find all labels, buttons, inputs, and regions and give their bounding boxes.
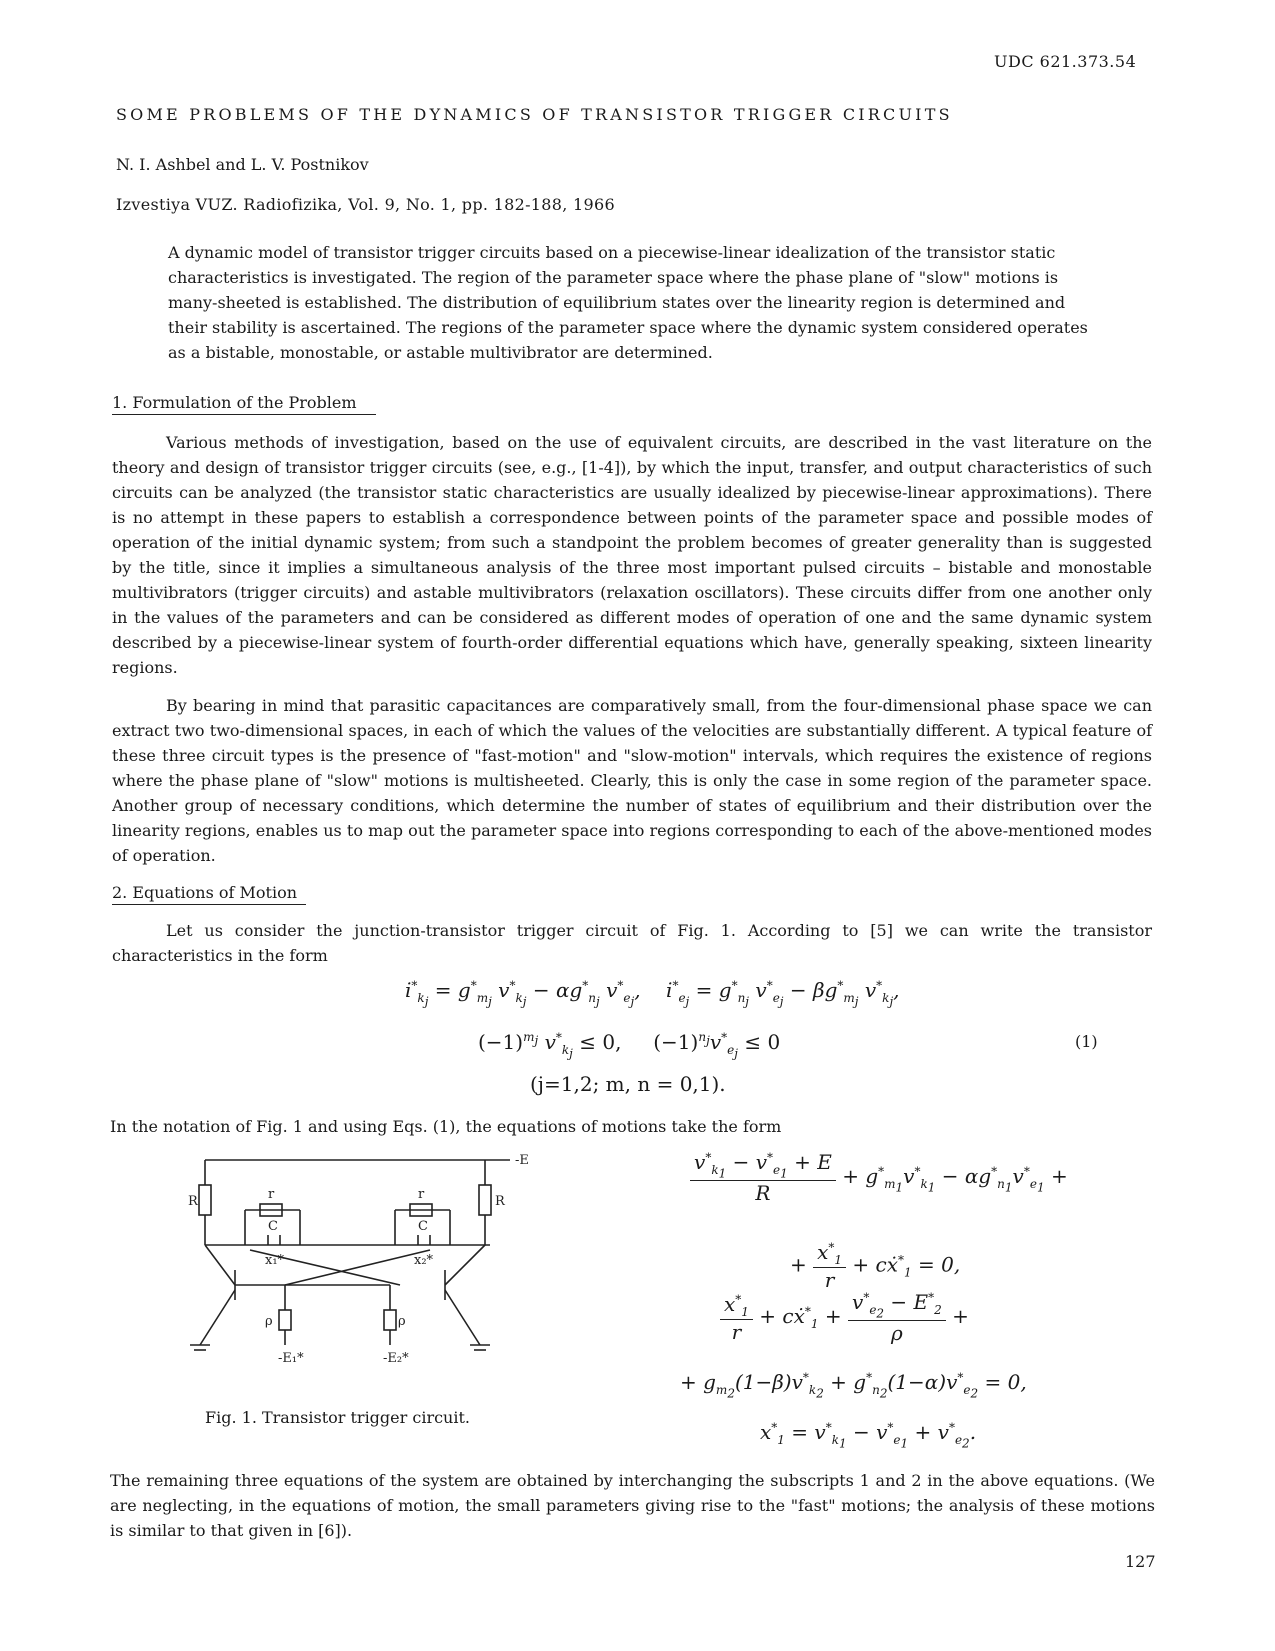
equation-2-line-3: $\frac{x^*_1}{r}$ + cẋ*$_1$ + $\frac{v^*_{e_2} - E^*_2}{\rho}$ + bbox=[720, 1290, 969, 1345]
transistor-trigger-circuit-figure bbox=[190, 1150, 570, 1390]
abstract: A dynamic model of transistor trigger circuits based on a piecewise-linear idealization of the transistor static characteristics is investigated. The region of the parameter space where the phase plane of "slow" motions is many-sheeted is established. The distribution of equilibrium states over the linearity region is determined and their stability is ascertained. The regions of the parameter space where the dynamic system considered operates as a bistable, monostable, or astable multivibrator are determined. bbox=[168, 243, 1088, 362]
udc-code: UDC 621.373.54 bbox=[994, 52, 1137, 71]
figure-label-rho2: ρ bbox=[398, 1314, 406, 1329]
equation-number: (1) bbox=[1075, 1032, 1098, 1051]
figure-label-r-right: R bbox=[495, 1194, 505, 1209]
equation-1-line-3: (j=1,2; m, n = 0,1). bbox=[530, 1072, 726, 1096]
section2-paragraph-1: Let us consider the junction-transistor trigger circuit of Fig. 1. According to [5] we can write the transistor characteristics in the form bbox=[112, 921, 1152, 965]
figure-label-neg-e: -E bbox=[515, 1153, 529, 1168]
equation-1-line-1: $i^*_{k_j} = g^*_{m_j}$ $v^*_{k_j} - \alpha g^*_{n_j}$ $v^*_{e_j}$, $i^*_{e_j} = g^*_{n_j}$ $v^*_{e_j} - \beta g^*_{m_j}$ $v^*_{k_j}$, bbox=[405, 978, 900, 1009]
page-number: 127 bbox=[1125, 1552, 1156, 1571]
equation-2-line-5: $x^*_1 = v^*_{k_1} - v^*_{e_1} + v^*_{e_2}$. bbox=[760, 1420, 977, 1451]
figure-label-e1: -E₁* bbox=[278, 1351, 304, 1366]
equation-2-line-1: $\frac{v^*_{k_1} - v^*_{e_1} + E}{R}$ + $g^*_{m_1}v^*_{k_1} - \alpha g^*_{n_1}v^*_{e_1}$ + bbox=[690, 1150, 1068, 1205]
figure-label-r-small-2: r bbox=[418, 1187, 425, 1202]
equation-1-line-2: $(-1)^{m_j}$ $v^*_{k_j} \le 0$, $(-1)^{n_j}v^*_{e_j} \le 0$ bbox=[478, 1030, 781, 1061]
section1-paragraph-2: By bearing in mind that parasitic capacitances are comparatively small, from the four-dimensional phase space we can extract two two-dimensional spaces, in each of which the values of the velocities are substantially different. A typical feature of these three circuit types is the presence of "fast-motion" and "slow-motion" intervals, which requires the existence of regions where the phase plane of "slow" motions is multisheeted. Clearly, this is only the case in some region of the parameter space. Another group of necessary conditions, which determine the number of states of equilibrium and their distribution over the linearity regions, enables us to map out the parameter space into regions corresponding to each of the above-mentioned modes of operation. bbox=[112, 696, 1152, 865]
figure-caption: Fig. 1. Transistor trigger circuit. bbox=[205, 1408, 470, 1427]
section2-paragraph-3: The remaining three equations of the system are obtained by interchanging the subscripts 1 and 2 in the above equations. (We are neglecting, in the equations of motion, the small parameters giving rise to the "fast" motions; the analysis of these motions is similar to that given in [6]). bbox=[110, 1471, 1155, 1540]
section2-paragraph-2: In the notation of Fig. 1 and using Eqs. (1), the equations of motions take the form bbox=[110, 1117, 782, 1136]
section-heading-1: 1. Formulation of the Problem bbox=[112, 393, 376, 415]
paper-citation: Izvestiya VUZ. Radiofizika, Vol. 9, No. 1, pp. 182-188, 1966 bbox=[116, 195, 615, 214]
figure-label-c1: C bbox=[268, 1219, 278, 1234]
figure-label-rho1: ρ bbox=[265, 1314, 273, 1329]
figure-label-c2: C bbox=[418, 1219, 428, 1234]
equation-2-line-4: + $g_{m_2}(1-\beta)v^*_{k_2} + g^*_{n_2}(1-\alpha)v^*_{e_2} = 0$, bbox=[680, 1370, 1027, 1401]
figure-label-e2: -E₂* bbox=[383, 1351, 409, 1366]
figure-label-r-small-1: r bbox=[268, 1187, 275, 1202]
section-heading-2: 2. Equations of Motion bbox=[112, 883, 306, 905]
equation-2-line-2: + $\frac{x^*_1}{r}$ + cẋ*$_1$ = 0, bbox=[790, 1240, 961, 1292]
figure-label-x1: x₁* bbox=[265, 1253, 285, 1268]
figure-label-r-left: R bbox=[188, 1194, 198, 1209]
section1-paragraph-1: Various methods of investigation, based on the use of equivalent circuits, are described in the vast literature on the theory and design of transistor trigger circuits (see, e.g., [1-4]), by which the input, transfer, and output characteristics of such circuits can be analyzed (the transistor static characteristics are usually idealized by piecewise-linear approximations). There is no attempt in these papers to establish a correspondence between points of the parameter space and possible modes of operation of the initial dynamic system; from such a standpoint the problem becomes of greater generality than is suggested by the title, since it implies a simultaneous analysis of the three most important pulsed circuits – bistable and monostable multivibrators (trigger circuits) and astable multivibrators (relaxation oscillators). These circuits differ from one another only in the values of the parameters and can be considered as different modes of operation of one and the same dynamic system described by a piecewise-linear system of fourth-order differential equations which have, generally speaking, sixteen linearity regions. bbox=[112, 433, 1152, 677]
figure-label-x2: x₂* bbox=[414, 1253, 434, 1268]
paper-authors: N. I. Ashbel and L. V. Postnikov bbox=[116, 155, 369, 174]
paper-title: SOME PROBLEMS OF THE DYNAMICS OF TRANSISTOR TRIGGER CIRCUITS bbox=[116, 105, 953, 124]
